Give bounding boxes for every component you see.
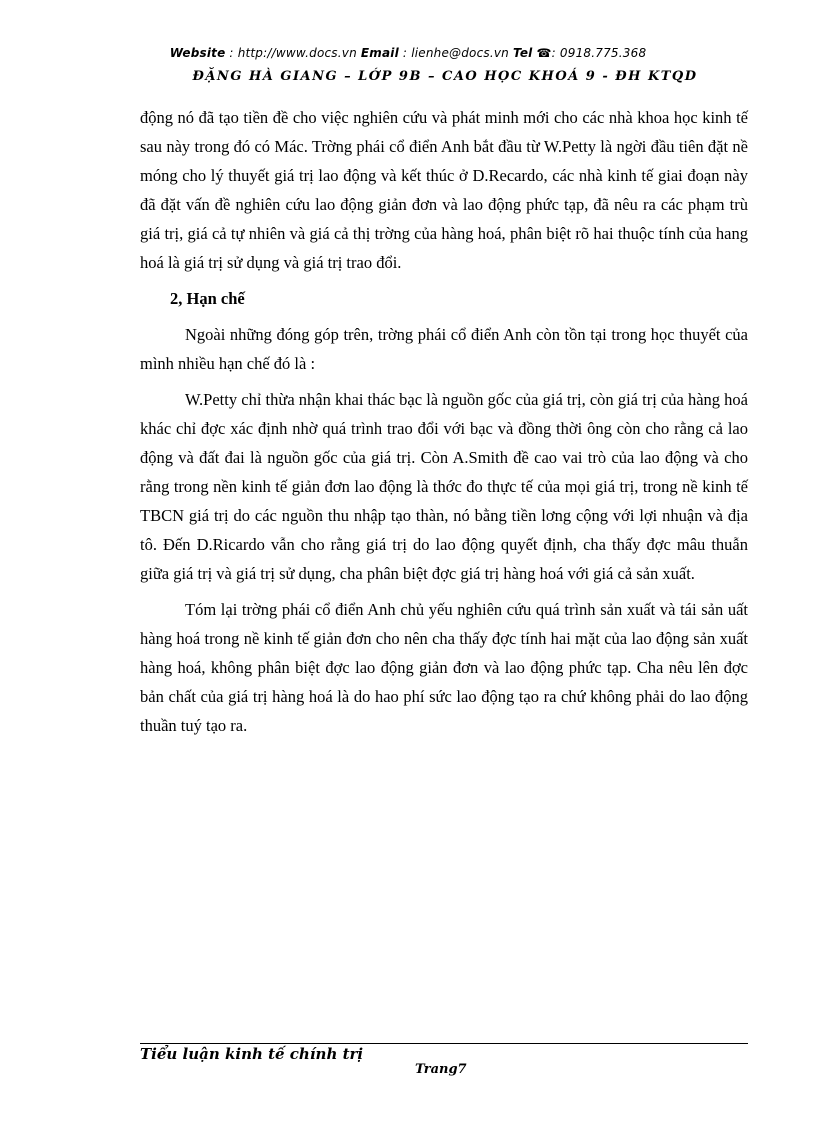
footer-title: Tiểu luận kinh tế chính trị (140, 1045, 364, 1063)
website-value: : http://www.docs.vn (225, 46, 361, 60)
phone-icon: ☎ (536, 46, 552, 60)
paragraph-limitations-detail: W.Petty chỉ thừa nhận khai thác bạc là nguồn gốc của giá trị, còn giá trị của hàng hoá khác chỉ đợc xác định nhờ quá trình trao đổi với bạc và đồng thời ông còn cho rằng cả lao động và đất đai là nguồn gốc của giá trị. Còn A.Smith đề cao vai trò của lao động và cho rằng trong nền kinh tế giản đơn lao động là thớc đo thực tế của mọi giá trị, trong nề kinh tế TBCN giá trị do các nguồn thu nhập tạo thàn, nó bằng tiền lơng cộng với lợi nhuận và địa tô. Đến D.Ricardo vẫn cho rằng giá trị do lao động quyết định, cha thấy đợc mâu thuẫn giữa giá trị và giá trị sử dụng, cha phân biệt đợc giá trị hàng hoá với giá cả sản xuất. (140, 390, 748, 583)
section-heading: 2, Hạn chế (170, 289, 245, 308)
website-label: Website (169, 46, 226, 60)
page-header-contact (0, 46, 816, 60)
footer-divider (140, 1043, 748, 1044)
paragraph-intro: động nó đã tạo tiền đề cho việc nghiên cứu và phát minh mới cho các nhà khoa học kinh tế sau này trong đó có Mác. Trờng phái cổ điển Anh bắt đầu từ W.Petty là ngời đầu tiên đặt nề móng cho lý thuyết giá trị lao động và kết thúc ở D.Recardo, các nhà kinh tế giai đoạn này đã đặt vấn đề nghiên cứu lao động giản đơn và lao động phức tạp, đã nêu ra các phạm trù giá trị, giá cả tự nhiên và giá cả thị trờng của hàng hoá, phân biệt rõ hai thuộc tính của hang hoá là giá trị sử dụng và giá trị trao đổi. (140, 108, 748, 272)
document-body (140, 103, 748, 747)
page-header-author-line: ĐẶNG HÀ GIANG – LỚP 9B – CAO HỌC KHOÁ 9 - ĐH KTQD (192, 69, 698, 84)
footer-page-number: Trang7 (415, 1062, 467, 1077)
tel-label: Tel (512, 46, 533, 60)
email-label: Email (360, 46, 399, 60)
tel-value: : 0918.775.368 (551, 46, 647, 60)
email-value: : lienhe@docs.vn (398, 46, 513, 60)
paragraph-summary: Tóm lại trờng phái cổ điển Anh chủ yếu nghiên cứu quá trình sản xuất và tái sản uất hàng hoá trong nề kinh tế giản đơn cho nên cha thấy đợc tính hai mặt của lao động sản xuất hàng hoá, không phân biệt đợc lao động giản đơn và lao động phức tạp. Cha nêu lên đợc bản chất của giá trị hàng hoá là do hao phí sức lao động tạo ra chứ không phải do lao động thuần tuý tạo ra. (140, 600, 748, 735)
paragraph-limitations-intro: Ngoài những đóng góp trên, trờng phái cổ điển Anh còn tồn tại trong học thuyết của mình nhiều hạn chế đó là : (140, 325, 748, 373)
